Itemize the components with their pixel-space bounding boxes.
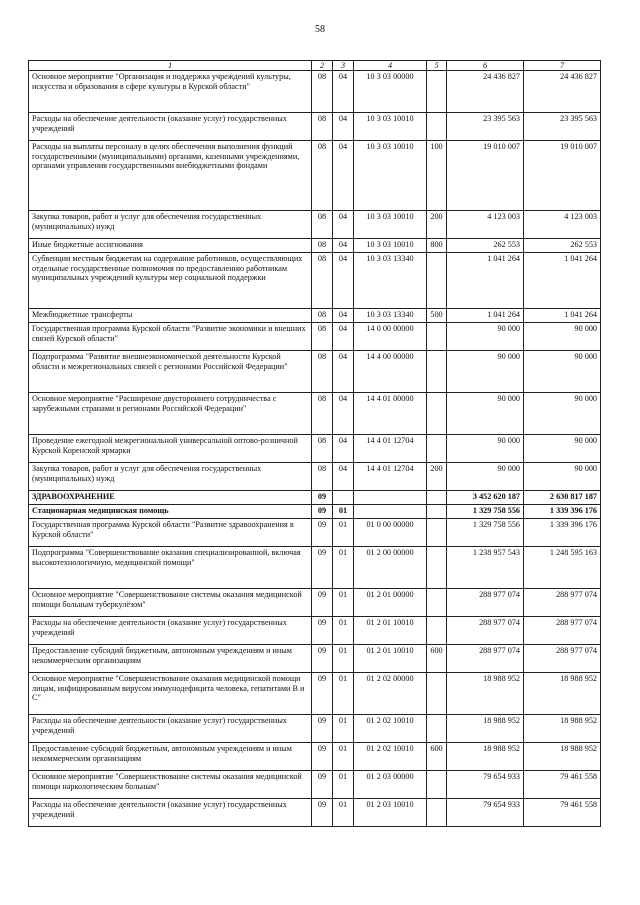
row-amount-year1: 18 988 952	[447, 673, 524, 715]
row-amount-year2: 18 988 952	[524, 743, 601, 771]
row-section: 09	[312, 799, 333, 827]
row-amount-year1: 4 123 003	[447, 211, 524, 239]
row-name: Подпрограмма "Развитие внешнеэкономической деятельности Курской области и межрегиональных связей с регионами Российской Федерации"	[29, 351, 312, 393]
row-name: Проведение ежегодной межрегиональной универсальной оптово-розничной Курской Коренской ярмарки	[29, 435, 312, 463]
row-expense-type: 200	[427, 463, 447, 491]
table-row	[29, 253, 601, 309]
row-section: 08	[312, 351, 333, 393]
row-subsection: 01	[333, 617, 354, 645]
row-subsection: 01	[333, 673, 354, 715]
row-target-article: 01 2 01 00000	[354, 589, 427, 617]
row-subsection: 04	[333, 323, 354, 351]
row-subsection: 04	[333, 463, 354, 491]
row-amount-year1: 3 452 620 187	[447, 491, 524, 505]
row-name: Расходы на обеспечение деятельности (оказание услуг) государственных учреждений	[29, 799, 312, 827]
table-row	[29, 743, 601, 771]
row-target-article: 01 2 02 00000	[354, 673, 427, 715]
row-section: 08	[312, 141, 333, 211]
table-row	[29, 309, 601, 323]
row-amount-year2: 18 988 952	[524, 715, 601, 743]
row-name: Иные бюджетные ассигнования	[29, 239, 312, 253]
row-amount-year1: 1 041 264	[447, 253, 524, 309]
row-section: 08	[312, 113, 333, 141]
row-amount-year2: 1 248 595 163	[524, 547, 601, 589]
row-name: Субвенции местным бюджетам на содержание работников, осуществляющих отдельные государственные полномочия по предоставлению работникам муниципальных учреждений культуры мер социальной поддержки	[29, 253, 312, 309]
row-amount-year1: 90 000	[447, 435, 524, 463]
row-amount-year2: 2 630 817 187	[524, 491, 601, 505]
table-header-row	[29, 61, 601, 71]
row-subsection: 01	[333, 771, 354, 799]
row-section: 08	[312, 323, 333, 351]
row-target-article	[354, 505, 427, 519]
row-expense-type: 600	[427, 743, 447, 771]
row-section: 08	[312, 71, 333, 113]
row-name: Подпрограмма "Совершенствование оказания специализированной, включая высокотехнологичную, медицинской помощи"	[29, 547, 312, 589]
row-amount-year2: 90 000	[524, 393, 601, 435]
row-amount-year1: 262 553	[447, 239, 524, 253]
row-expense-type	[427, 435, 447, 463]
row-subsection: 01	[333, 715, 354, 743]
header-cell: 4	[354, 61, 427, 71]
row-target-article	[354, 491, 427, 505]
row-section: 08	[312, 211, 333, 239]
row-amount-year1: 288 977 074	[447, 645, 524, 673]
row-name: Государственная программа Курской области "Развитие экономики и внешних связей Курской области"	[29, 323, 312, 351]
row-section: 09	[312, 645, 333, 673]
row-section: 09	[312, 547, 333, 589]
row-subsection: 04	[333, 141, 354, 211]
row-name: Межбюджетные трансферты	[29, 309, 312, 323]
row-target-article: 14 4 01 12704	[354, 463, 427, 491]
table-row	[29, 141, 601, 211]
row-target-article: 01 2 02 10010	[354, 715, 427, 743]
row-target-article: 10 3 03 10010	[354, 211, 427, 239]
row-target-article: 10 3 03 00000	[354, 71, 427, 113]
row-target-article: 01 2 02 10010	[354, 743, 427, 771]
row-section: 09	[312, 715, 333, 743]
row-name: ЗДРАВООХРАНЕНИЕ	[29, 491, 312, 505]
row-target-article: 01 0 00 00000	[354, 519, 427, 547]
row-name: Закупка товаров, работ и услуг для обеспечения государственных (муниципальных) нужд	[29, 463, 312, 491]
table-row	[29, 211, 601, 239]
row-amount-year1: 18 988 952	[447, 743, 524, 771]
table-row	[29, 113, 601, 141]
row-expense-type	[427, 491, 447, 505]
row-expense-type: 100	[427, 141, 447, 211]
table-row	[29, 645, 601, 673]
row-expense-type	[427, 519, 447, 547]
table-row	[29, 547, 601, 589]
table-row	[29, 491, 601, 505]
row-section: 08	[312, 239, 333, 253]
row-amount-year1: 90 000	[447, 463, 524, 491]
table-row	[29, 589, 601, 617]
row-subsection	[333, 491, 354, 505]
row-name: Основное мероприятие "Организация и поддержка учреждений культуры, искусства и образования в сфере культуры в Курской области"	[29, 71, 312, 113]
row-expense-type: 200	[427, 211, 447, 239]
row-target-article: 01 2 01 10010	[354, 645, 427, 673]
row-expense-type: 800	[427, 239, 447, 253]
row-name: Расходы на обеспечение деятельности (оказание услуг) государственных учреждений	[29, 113, 312, 141]
row-amount-year1: 23 395 563	[447, 113, 524, 141]
table-row	[29, 71, 601, 113]
page-number: 58	[315, 24, 325, 35]
table-row	[29, 463, 601, 491]
row-amount-year1: 90 000	[447, 351, 524, 393]
row-amount-year2: 288 977 074	[524, 589, 601, 617]
row-amount-year1: 1 329 758 556	[447, 519, 524, 547]
row-subsection: 01	[333, 799, 354, 827]
header-cell: 5	[427, 61, 447, 71]
row-target-article: 01 2 03 00000	[354, 771, 427, 799]
row-amount-year2: 79 461 558	[524, 799, 601, 827]
row-target-article: 10 3 03 10010	[354, 239, 427, 253]
row-name: Расходы на обеспечение деятельности (оказание услуг) государственных учреждений	[29, 617, 312, 645]
table-row	[29, 715, 601, 743]
row-amount-year1: 1 041 264	[447, 309, 524, 323]
header-cell: 1	[29, 61, 312, 71]
row-expense-type: 500	[427, 309, 447, 323]
row-expense-type	[427, 71, 447, 113]
table-row	[29, 351, 601, 393]
row-expense-type: 600	[427, 645, 447, 673]
row-section: 09	[312, 505, 333, 519]
row-amount-year1: 1 238 957 543	[447, 547, 524, 589]
row-subsection: 04	[333, 309, 354, 323]
row-subsection: 04	[333, 211, 354, 239]
row-expense-type	[427, 547, 447, 589]
row-target-article: 01 2 03 10010	[354, 799, 427, 827]
row-target-article: 10 3 03 10010	[354, 141, 427, 211]
row-subsection: 01	[333, 547, 354, 589]
table-row	[29, 519, 601, 547]
row-target-article: 01 2 00 00000	[354, 547, 427, 589]
row-amount-year2: 79 461 558	[524, 771, 601, 799]
row-section: 09	[312, 673, 333, 715]
row-expense-type	[427, 589, 447, 617]
header-cell: 7	[524, 61, 601, 71]
row-subsection: 01	[333, 519, 354, 547]
row-amount-year2: 4 123 003	[524, 211, 601, 239]
row-amount-year2: 90 000	[524, 323, 601, 351]
table-row	[29, 799, 601, 827]
row-section: 09	[312, 617, 333, 645]
row-section: 09	[312, 589, 333, 617]
header-cell: 3	[333, 61, 354, 71]
row-amount-year2: 1 041 264	[524, 253, 601, 309]
row-expense-type	[427, 253, 447, 309]
row-subsection: 04	[333, 435, 354, 463]
row-subsection: 01	[333, 505, 354, 519]
row-amount-year1: 79 654 933	[447, 799, 524, 827]
row-amount-year1: 90 000	[447, 393, 524, 435]
row-expense-type	[427, 393, 447, 435]
row-section: 08	[312, 435, 333, 463]
row-expense-type	[427, 799, 447, 827]
row-name: Предоставление субсидий бюджетным, автономным учреждениям и иным некоммерческим организациям	[29, 645, 312, 673]
row-amount-year2: 90 000	[524, 351, 601, 393]
row-subsection: 04	[333, 393, 354, 435]
row-amount-year1: 79 654 933	[447, 771, 524, 799]
row-section: 09	[312, 771, 333, 799]
row-amount-year2: 1 339 396 176	[524, 519, 601, 547]
row-section: 09	[312, 491, 333, 505]
row-name: Основное мероприятие "Совершенствование системы оказания медицинской помощи наркологическим больным"	[29, 771, 312, 799]
row-subsection: 04	[333, 351, 354, 393]
row-amount-year2: 262 553	[524, 239, 601, 253]
row-expense-type	[427, 113, 447, 141]
row-name: Основное мероприятие "Совершенствование оказания медицинской помощи лицам, инфицированным вирусом иммунодефицита человека, гепатитами В и С"	[29, 673, 312, 715]
row-amount-year1: 288 977 074	[447, 589, 524, 617]
table-row	[29, 617, 601, 645]
row-target-article: 10 3 03 13340	[354, 309, 427, 323]
row-expense-type	[427, 771, 447, 799]
row-amount-year2: 288 977 074	[524, 617, 601, 645]
row-target-article: 14 4 00 00000	[354, 351, 427, 393]
row-subsection: 01	[333, 589, 354, 617]
row-subsection: 01	[333, 645, 354, 673]
row-amount-year2: 90 000	[524, 435, 601, 463]
row-amount-year2: 288 977 074	[524, 645, 601, 673]
row-expense-type	[427, 617, 447, 645]
row-name: Основное мероприятие "Совершенствование системы оказания медицинской помощи больным туберкулёзом"	[29, 589, 312, 617]
row-target-article: 10 3 03 13340	[354, 253, 427, 309]
table-row	[29, 393, 601, 435]
row-expense-type	[427, 323, 447, 351]
row-amount-year2: 24 436 827	[524, 71, 601, 113]
row-amount-year2: 19 010 007	[524, 141, 601, 211]
row-expense-type	[427, 673, 447, 715]
row-section: 08	[312, 253, 333, 309]
row-name: Предоставление субсидий бюджетным, автономным учреждениям и иным некоммерческим организациям	[29, 743, 312, 771]
row-amount-year1: 1 329 758 556	[447, 505, 524, 519]
header-cell: 2	[312, 61, 333, 71]
row-section: 09	[312, 519, 333, 547]
row-amount-year2: 18 988 952	[524, 673, 601, 715]
row-expense-type	[427, 505, 447, 519]
header-cell: 6	[447, 61, 524, 71]
row-section: 09	[312, 743, 333, 771]
table-row	[29, 239, 601, 253]
budget-table	[28, 60, 601, 827]
row-section: 08	[312, 393, 333, 435]
row-subsection: 04	[333, 239, 354, 253]
row-subsection: 04	[333, 113, 354, 141]
row-amount-year2: 23 395 563	[524, 113, 601, 141]
row-amount-year1: 18 988 952	[447, 715, 524, 743]
row-amount-year1: 19 010 007	[447, 141, 524, 211]
row-subsection: 04	[333, 253, 354, 309]
row-expense-type	[427, 351, 447, 393]
row-target-article: 14 4 01 00000	[354, 393, 427, 435]
table-row	[29, 323, 601, 351]
row-section: 08	[312, 463, 333, 491]
row-amount-year2: 1 339 396 176	[524, 505, 601, 519]
row-name: Закупка товаров, работ и услуг для обеспечения государственных (муниципальных) нужд	[29, 211, 312, 239]
row-amount-year2: 90 000	[524, 463, 601, 491]
row-target-article: 01 2 01 10010	[354, 617, 427, 645]
row-subsection: 04	[333, 71, 354, 113]
row-target-article: 14 4 01 12704	[354, 435, 427, 463]
table-row	[29, 435, 601, 463]
table-row	[29, 673, 601, 715]
row-subsection: 01	[333, 743, 354, 771]
row-amount-year2: 1 041 264	[524, 309, 601, 323]
row-amount-year1: 90 000	[447, 323, 524, 351]
row-name: Стационарная медицинская помощь	[29, 505, 312, 519]
row-name: Основное мероприятие "Расширение двустороннего сотрудничества с зарубежными странами и регионами Российской Федерации"	[29, 393, 312, 435]
row-amount-year1: 24 436 827	[447, 71, 524, 113]
row-amount-year1: 288 977 074	[447, 617, 524, 645]
row-target-article: 10 3 03 10010	[354, 113, 427, 141]
row-section: 08	[312, 309, 333, 323]
row-target-article: 14 0 00 00000	[354, 323, 427, 351]
row-name: Расходы на выплаты персоналу в целях обеспечения выполнения функций государственными (муниципальными) органами, казенными учреждениями, органами управления государственными внебюджетными фондами	[29, 141, 312, 211]
row-name: Расходы на обеспечение деятельности (оказание услуг) государственных учреждений	[29, 715, 312, 743]
table-row	[29, 771, 601, 799]
row-name: Государственная программа Курской области "Развитие здравоохранения в Курской области"	[29, 519, 312, 547]
row-expense-type	[427, 715, 447, 743]
table-row	[29, 505, 601, 519]
